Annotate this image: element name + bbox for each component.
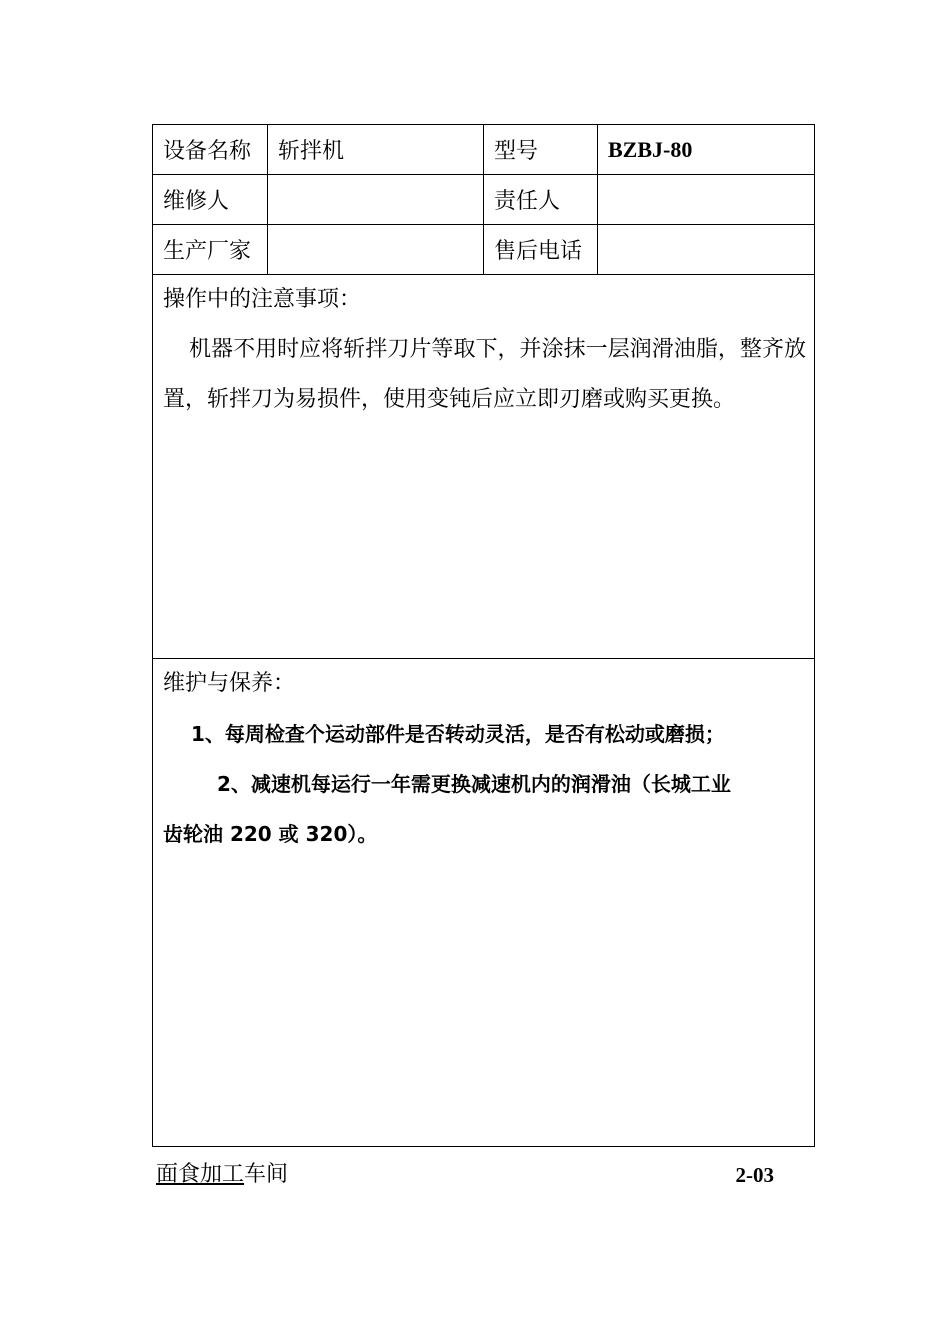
- model-label: 型号: [484, 125, 598, 175]
- row-maintenance: [153, 659, 815, 1147]
- maintenance-item-1: 1、每周检查个运动部件是否转动灵活，是否有松动或磨损；: [191, 722, 725, 746]
- equipment-record-table: [152, 124, 815, 1147]
- after-sales-phone-value: [598, 225, 815, 275]
- maintenance-cell: [153, 659, 815, 1147]
- row-repairer-responsible: [153, 175, 815, 225]
- row-operation-notes: [153, 275, 815, 659]
- maintenance-title: 维护与保养：: [163, 671, 296, 696]
- responsible-label: 责任人: [484, 175, 598, 225]
- repairer-label: 维修人: [153, 175, 268, 225]
- equipment-name-value: 斩拌机: [268, 125, 484, 175]
- workshop-name-underlined: 面食加工: [156, 1162, 245, 1187]
- manufacturer-label: 生产厂家: [153, 225, 268, 275]
- responsible-value: [598, 175, 815, 225]
- operation-notes-cell: [153, 275, 815, 659]
- equipment-name-label: 设备名称: [153, 125, 268, 175]
- row-manufacturer-phone: [153, 225, 815, 275]
- workshop-name-suffix: 车间: [244, 1162, 289, 1187]
- manufacturer-value: [268, 225, 484, 275]
- workshop-name: [156, 1158, 288, 1192]
- model-value: BZBJ-80: [598, 125, 815, 175]
- row-equipment-model: [153, 125, 815, 175]
- after-sales-phone-label: 售后电话: [484, 225, 598, 275]
- document-code: 2-03: [735, 1163, 774, 1187]
- operation-notes-text: 机器不用时应将斩拌刀片等取下，并涂抹一层润滑油脂，整齐放置，斩拌刀为易损件，使用变钝后应立即刃磨或购买更换。: [163, 337, 806, 412]
- maintenance-item-2-line-2: 齿轮油 220 或 320）。: [163, 822, 378, 846]
- operation-notes-title: 操作中的注意事项：: [163, 287, 362, 312]
- maintenance-item-2-line-1: 2、减速机每运行一年需更换减速机内的润滑油（长城工业: [217, 772, 731, 796]
- repairer-value: [268, 175, 484, 225]
